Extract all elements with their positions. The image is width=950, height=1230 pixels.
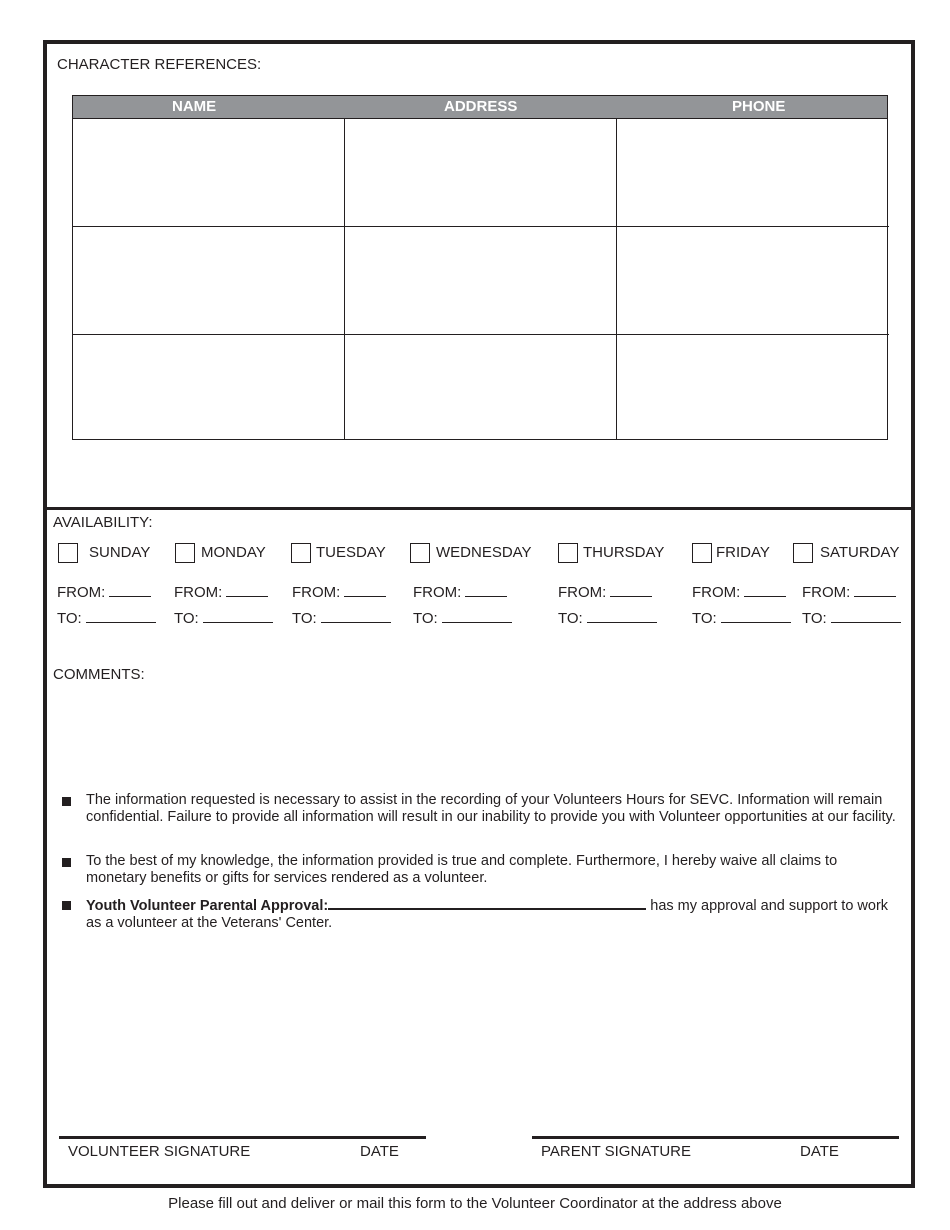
- reference-2-address-cell[interactable]: [345, 227, 617, 335]
- form-frame: [43, 40, 915, 1188]
- thursday-to[interactable]: [558, 610, 657, 627]
- parent-signature-line[interactable]: [532, 1136, 899, 1139]
- comments-area[interactable]: [53, 689, 903, 784]
- volunteer-date-label: DATE: [360, 1143, 399, 1160]
- youth-name-blank[interactable]: [328, 896, 646, 910]
- sunday-checkbox[interactable]: [58, 543, 78, 563]
- sunday-from-line[interactable]: [109, 584, 151, 597]
- monday-checkbox[interactable]: [175, 543, 195, 563]
- statement-youth-approval: [58, 896, 898, 932]
- statement-info: [58, 792, 898, 826]
- youth-approval-rest: has my approval and support to work as a volunteer at the Veterans' Center.: [86, 898, 889, 931]
- reference-1-address-cell[interactable]: [345, 119, 617, 227]
- reference-1-name-cell[interactable]: [73, 119, 345, 227]
- from-label: FROM:: [558, 584, 607, 601]
- bullet-icon: [62, 858, 71, 867]
- saturday-label: SATURDAY: [820, 544, 900, 561]
- sunday-label: SUNDAY: [89, 544, 151, 561]
- monday-to-line[interactable]: [203, 610, 273, 623]
- column-header-phone: PHONE: [732, 98, 786, 115]
- availability-heading: AVAILABILITY:: [53, 514, 153, 531]
- monday-from-line[interactable]: [226, 584, 268, 597]
- saturday-from[interactable]: [802, 584, 896, 601]
- friday-checkbox[interactable]: [692, 543, 712, 563]
- thursday-to-line[interactable]: [587, 610, 657, 623]
- section-divider: [47, 507, 911, 510]
- to-label: TO:: [292, 610, 317, 627]
- volunteer-signature-line[interactable]: [59, 1136, 426, 1139]
- saturday-to-line[interactable]: [831, 610, 901, 623]
- from-label: FROM:: [174, 584, 223, 601]
- monday-label: MONDAY: [201, 544, 266, 561]
- tuesday-to-line[interactable]: [321, 610, 391, 623]
- statement-truth-text: To the best of my knowledge, the information provided is true and complete. Furthermore, I hereby waive all claims to monetary benefits or gifts for services rendered as a volunteer.: [86, 853, 838, 886]
- saturday-checkbox[interactable]: [793, 543, 813, 563]
- reference-1-phone-cell[interactable]: [617, 119, 889, 227]
- from-label: FROM:: [292, 584, 341, 601]
- sunday-from[interactable]: [57, 584, 151, 601]
- reference-2-name-cell[interactable]: [73, 227, 345, 335]
- column-header-address: ADDRESS: [444, 98, 518, 115]
- reference-2-phone-cell[interactable]: [617, 227, 889, 335]
- wednesday-to-line[interactable]: [442, 610, 512, 623]
- tuesday-from[interactable]: [292, 584, 386, 601]
- to-label: TO:: [174, 610, 199, 627]
- saturday-from-line[interactable]: [854, 584, 896, 597]
- parent-signature-label: PARENT SIGNATURE: [541, 1143, 692, 1160]
- monday-to[interactable]: [174, 610, 273, 627]
- tuesday-label: TUESDAY: [316, 544, 386, 561]
- wednesday-label: WEDNESDAY: [436, 544, 532, 561]
- references-heading: CHARACTER REFERENCES:: [57, 56, 262, 73]
- friday-to-line[interactable]: [721, 610, 791, 623]
- wednesday-to[interactable]: [413, 610, 512, 627]
- tuesday-checkbox[interactable]: [291, 543, 311, 563]
- monday-from[interactable]: [174, 584, 268, 601]
- parent-date-label: DATE: [800, 1143, 839, 1160]
- volunteer-signature-label: VOLUNTEER SIGNATURE: [68, 1143, 251, 1160]
- column-header-name: NAME: [172, 98, 217, 115]
- tuesday-from-line[interactable]: [344, 584, 386, 597]
- to-label: TO:: [57, 610, 82, 627]
- from-label: FROM:: [413, 584, 462, 601]
- comments-heading: COMMENTS:: [53, 666, 145, 683]
- friday-from-line[interactable]: [744, 584, 786, 597]
- to-label: TO:: [802, 610, 827, 627]
- sunday-to-line[interactable]: [86, 610, 156, 623]
- bullet-icon: [62, 797, 71, 806]
- from-label: FROM:: [692, 584, 741, 601]
- wednesday-checkbox[interactable]: [410, 543, 430, 563]
- thursday-from[interactable]: [558, 584, 652, 601]
- to-label: TO:: [692, 610, 717, 627]
- from-label: FROM:: [802, 584, 851, 601]
- thursday-checkbox[interactable]: [558, 543, 578, 563]
- reference-3-name-cell[interactable]: [73, 335, 345, 439]
- statement-truth: [58, 853, 898, 887]
- bullet-icon: [62, 901, 71, 910]
- reference-3-phone-cell[interactable]: [617, 335, 889, 439]
- friday-to[interactable]: [692, 610, 791, 627]
- statement-youth-approval-text: [86, 896, 898, 932]
- youth-approval-label: Youth Volunteer Parental Approval:: [86, 898, 329, 914]
- saturday-to[interactable]: [802, 610, 901, 627]
- sunday-to[interactable]: [57, 610, 156, 627]
- friday-from[interactable]: [692, 584, 786, 601]
- reference-3-address-cell[interactable]: [345, 335, 617, 439]
- references-table-header: [73, 96, 887, 119]
- to-label: TO:: [558, 610, 583, 627]
- footer-instructions: Please fill out and deliver or mail this form to the Volunteer Coordinator at the address above: [168, 1195, 782, 1212]
- thursday-from-line[interactable]: [610, 584, 652, 597]
- to-label: TO:: [413, 610, 438, 627]
- wednesday-from[interactable]: [413, 584, 507, 601]
- wednesday-from-line[interactable]: [465, 584, 507, 597]
- friday-label: FRIDAY: [716, 544, 770, 561]
- thursday-label: THURSDAY: [583, 544, 665, 561]
- tuesday-to[interactable]: [292, 610, 391, 627]
- from-label: FROM:: [57, 584, 106, 601]
- statement-info-text: The information requested is necessary to assist in the recording of your Volunteers Hours for SEVC. Information will remain confidential. Failure to provide all information will result in our inability to provide you with Volunteer opportunities at our facility.: [86, 792, 896, 825]
- references-table: [72, 95, 888, 440]
